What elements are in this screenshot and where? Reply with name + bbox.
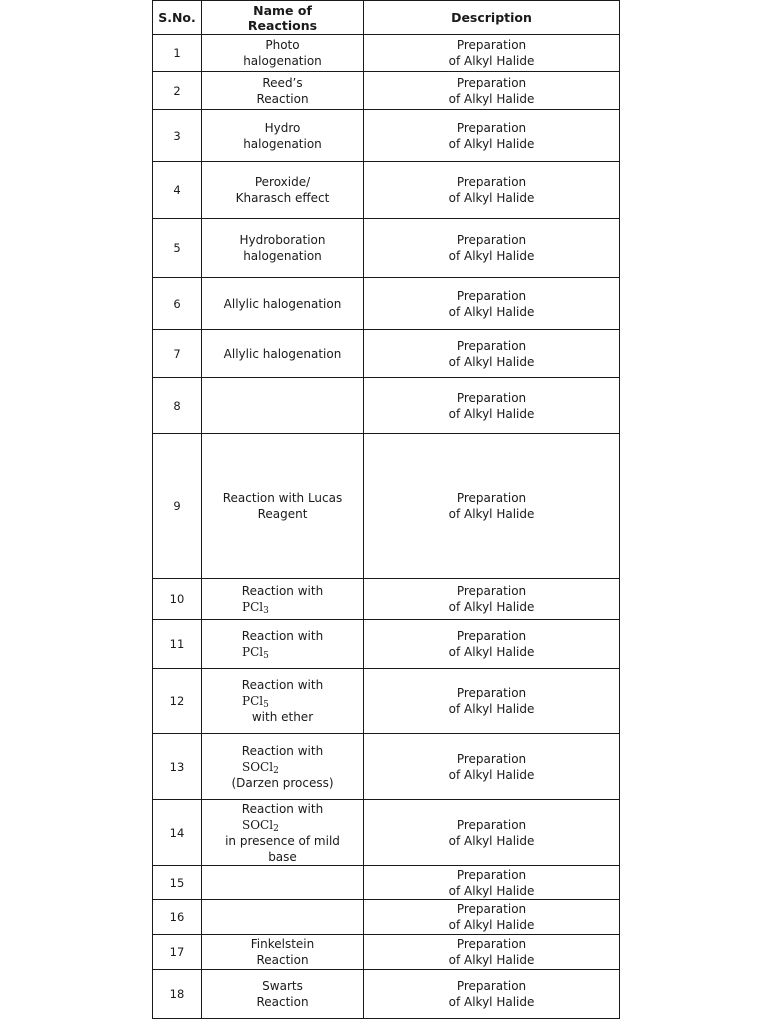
- table-row: [153, 579, 620, 620]
- reaction-name-line: Kharasch effect: [235, 191, 330, 205]
- description-line: Preparation: [456, 902, 527, 916]
- description-line: Preparation: [456, 338, 527, 353]
- description-line: Preparation: [456, 288, 527, 303]
- description-cell: [364, 800, 620, 866]
- reaction-name-line: halogenation: [243, 136, 322, 151]
- description-line: Preparation: [456, 937, 527, 951]
- reaction-name-line: (Darzen process): [231, 775, 334, 790]
- formula-subscript: 5: [263, 700, 269, 710]
- description-line: Preparation: [456, 120, 527, 135]
- description-line: Preparation: [456, 175, 527, 189]
- description-line: of Alkyl Halide: [448, 54, 535, 68]
- reaction-name-cell: [202, 378, 364, 434]
- table-row: [153, 800, 620, 866]
- description-line: Preparation: [456, 584, 527, 598]
- table-row: [153, 72, 620, 110]
- table-row: [153, 110, 620, 162]
- formula-subscript: 2: [273, 823, 279, 834]
- description-cell: [364, 378, 620, 434]
- reaction-name-line: Reagent: [257, 507, 308, 521]
- reaction-name-cell: [202, 330, 364, 378]
- formula-subscript: 5: [263, 651, 269, 661]
- reaction-name-line: Reaction: [256, 91, 309, 106]
- sno-cell: 7: [153, 330, 202, 378]
- description-cell: [364, 970, 620, 1019]
- description-line: of Alkyl Halide: [448, 702, 535, 716]
- sno-cell: 8: [153, 378, 202, 434]
- formula-base: SOCl: [242, 817, 274, 832]
- table-row: [153, 434, 620, 579]
- sno-cell: 17: [153, 935, 202, 970]
- description-line: of Alkyl Halide: [448, 91, 535, 106]
- table-row: [153, 900, 620, 935]
- reactions-table: [152, 0, 620, 1019]
- reagent-formula: [205, 759, 360, 775]
- sno-cell: 1: [153, 35, 202, 72]
- reaction-name-line: halogenation: [243, 249, 322, 263]
- sno-cell: 9: [153, 434, 202, 579]
- description-cell: [364, 734, 620, 800]
- reaction-name-cell: [202, 110, 364, 162]
- description-cell: [364, 35, 620, 72]
- sno-cell: 6: [153, 278, 202, 330]
- sno-cell: 13: [153, 734, 202, 800]
- formula-base: PCl: [242, 645, 264, 659]
- reaction-name-cell: [202, 900, 364, 935]
- description-line: of Alkyl Halide: [448, 953, 535, 967]
- sno-cell: 10: [153, 579, 202, 620]
- header-name-line: Reactions: [247, 17, 318, 33]
- description-cell: [364, 579, 620, 620]
- header-name-line: Name of: [253, 2, 312, 18]
- description-line: Preparation: [456, 686, 527, 700]
- description-line: of Alkyl Halide: [448, 995, 535, 1009]
- description-line: of Alkyl Halide: [448, 136, 535, 151]
- reaction-name-line: Reed’s: [262, 75, 303, 90]
- sno-cell: 14: [153, 800, 202, 866]
- description-line: Preparation: [456, 491, 527, 505]
- description-line: of Alkyl Halide: [448, 507, 535, 521]
- reagent-formula: [205, 693, 360, 709]
- reaction-name-cell: [202, 72, 364, 110]
- sno-cell: 4: [153, 162, 202, 219]
- reaction-name-cell: [202, 734, 364, 800]
- reaction-name-cell: [202, 434, 364, 579]
- description-line: of Alkyl Halide: [448, 191, 535, 205]
- description-cell: [364, 900, 620, 935]
- formula-subscript: 3: [263, 606, 269, 616]
- description-cell: [364, 620, 620, 669]
- table-row: [153, 219, 620, 278]
- table-body: [153, 35, 620, 1019]
- reaction-name-line: Reaction: [256, 953, 309, 967]
- reaction-name-line: Finkelstein: [250, 937, 315, 951]
- description-line: of Alkyl Halide: [448, 406, 535, 421]
- description-line: Preparation: [456, 233, 527, 247]
- table-row: [153, 935, 620, 970]
- reagent-formula: [205, 817, 360, 833]
- table-row: [153, 970, 620, 1019]
- description-line: Preparation: [456, 75, 527, 90]
- table-row: [153, 278, 620, 330]
- description-line: Preparation: [456, 817, 527, 832]
- reaction-name-line: Peroxide/: [254, 175, 311, 189]
- header-sno: S.No.: [153, 1, 202, 35]
- description-line: of Alkyl Halide: [448, 833, 535, 848]
- reaction-name-cell: [202, 162, 364, 219]
- description-line: of Alkyl Halide: [448, 600, 535, 614]
- reaction-name-line: Allylic halogenation: [223, 296, 342, 311]
- header-row: [153, 1, 620, 35]
- reaction-name-cell: [202, 278, 364, 330]
- sno-cell: 11: [153, 620, 202, 669]
- description-cell: [364, 162, 620, 219]
- reaction-name-line: Hydroboration: [239, 233, 326, 247]
- description-line: Preparation: [456, 629, 527, 643]
- description-line: of Alkyl Halide: [448, 304, 535, 319]
- sno-cell: 12: [153, 669, 202, 734]
- reaction-name-line: halogenation: [243, 54, 322, 68]
- reaction-name-cell: [202, 620, 364, 669]
- reaction-name-cell: [202, 935, 364, 970]
- reaction-name-line: Reaction with Lucas: [222, 491, 343, 505]
- reaction-name-cell: [202, 579, 364, 620]
- description-line: Preparation: [456, 979, 527, 993]
- description-line: Preparation: [456, 867, 527, 882]
- table-row: [153, 378, 620, 434]
- table-row: [153, 35, 620, 72]
- reaction-name-cell: [202, 970, 364, 1019]
- formula-base: PCl: [242, 694, 264, 708]
- reagent-formula: [205, 599, 360, 615]
- description-cell: [364, 72, 620, 110]
- sno-cell: 18: [153, 970, 202, 1019]
- reaction-name-line: Reaction: [256, 995, 309, 1009]
- description-line: of Alkyl Halide: [448, 767, 535, 782]
- table-row: [153, 620, 620, 669]
- description-line: of Alkyl Halide: [448, 918, 535, 932]
- sno-cell: 5: [153, 219, 202, 278]
- header-description: Description: [364, 1, 620, 35]
- formula-base: PCl: [242, 600, 264, 614]
- description-line: Preparation: [456, 390, 527, 405]
- reaction-name-line: Swarts: [262, 979, 303, 993]
- reaction-name-line: Reaction with: [241, 678, 324, 692]
- sno-cell: 2: [153, 72, 202, 110]
- reaction-name-line: Reaction with: [241, 801, 324, 816]
- description-cell: [364, 866, 620, 900]
- reaction-name-line: Reaction with: [241, 743, 324, 758]
- description-cell: [364, 110, 620, 162]
- description-line: of Alkyl Halide: [448, 645, 535, 659]
- description-line: of Alkyl Halide: [448, 354, 535, 369]
- description-cell: [364, 330, 620, 378]
- reaction-name-cell: [202, 866, 364, 900]
- table-row: [153, 330, 620, 378]
- table-row: [153, 669, 620, 734]
- description-cell: [364, 935, 620, 970]
- reaction-name-line: with ether: [251, 710, 314, 724]
- sno-cell: 16: [153, 900, 202, 935]
- header-name: [202, 1, 364, 35]
- reaction-name-cell: [202, 35, 364, 72]
- description-line: Preparation: [456, 38, 527, 52]
- reaction-name-cell: [202, 669, 364, 734]
- reaction-name-line: Hydro: [264, 120, 301, 135]
- formula-subscript: 2: [273, 765, 279, 776]
- table-row: [153, 734, 620, 800]
- table-row: [153, 866, 620, 900]
- description-line: of Alkyl Halide: [448, 249, 535, 263]
- formula-base: SOCl: [242, 759, 274, 774]
- table-row: [153, 162, 620, 219]
- reaction-name-line: Photo: [265, 38, 300, 52]
- sno-cell: 15: [153, 866, 202, 900]
- reaction-name-line: Reaction with: [241, 629, 324, 643]
- description-cell: [364, 219, 620, 278]
- description-cell: [364, 278, 620, 330]
- description-line: of Alkyl Halide: [448, 883, 535, 898]
- reaction-name-cell: [202, 219, 364, 278]
- description-cell: [364, 669, 620, 734]
- reaction-name-line: in presence of mild: [225, 833, 340, 848]
- reaction-name-line: Reaction with: [241, 584, 324, 598]
- description-line: Preparation: [456, 751, 527, 766]
- reaction-name-line: Allylic halogenation: [223, 346, 342, 361]
- description-cell: [364, 434, 620, 579]
- reagent-formula: [205, 644, 360, 660]
- reaction-name-cell: [202, 800, 364, 866]
- reaction-name-line: base: [268, 849, 297, 864]
- sno-cell: 3: [153, 110, 202, 162]
